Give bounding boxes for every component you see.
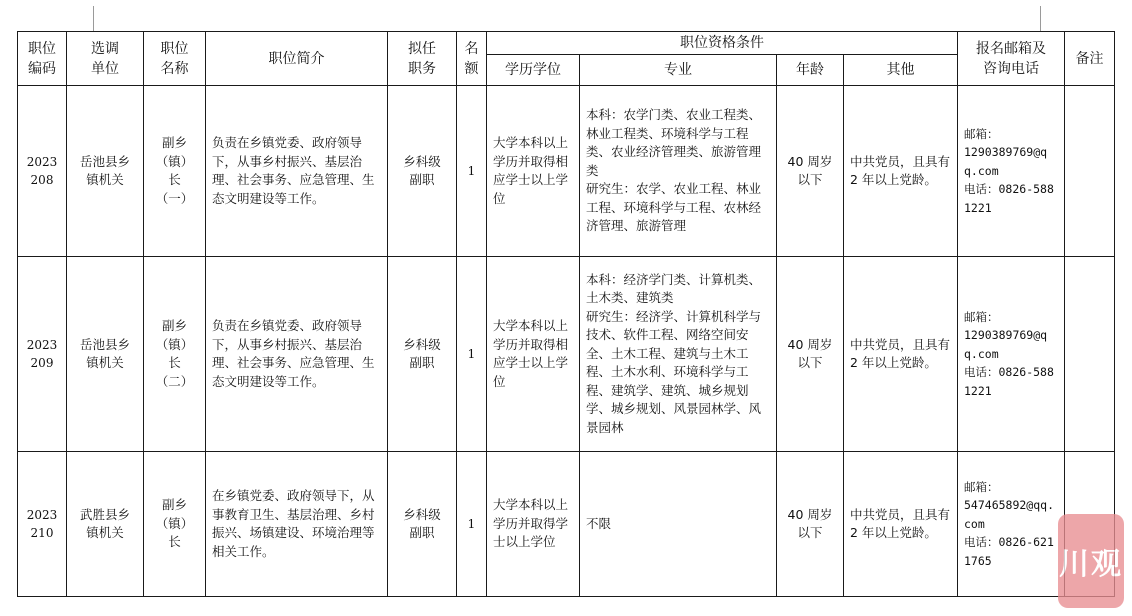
cell-unit: 岳池县乡 镇机关 bbox=[67, 86, 144, 257]
cell-intro: 在乡镇党委、政府领导下，从事教育卫生、基层治理、乡村振兴、场镇建设、环境治理等相关工作。 bbox=[206, 452, 388, 597]
cell-contact: 邮箱： 1290389769@qq.com 电话：0826-5881221 bbox=[958, 86, 1065, 257]
cell-degree: 大学本科以上学历并取得相应学士以上学位 bbox=[487, 257, 580, 452]
header-contact: 报名邮箱及 咨询电话 bbox=[958, 32, 1065, 86]
cell-rank: 乡科级 副职 bbox=[388, 257, 457, 452]
cell-quota: 1 bbox=[457, 86, 487, 257]
cell-intro: 负责在乡镇党委、政府领导下，从事乡村振兴、基层治理、社会事务、应急管理、生态文明建设等工作。 bbox=[206, 257, 388, 452]
cell-major: 不限 bbox=[580, 452, 777, 597]
page-corner-mark bbox=[93, 6, 94, 31]
cell-age: 40 周岁 以下 bbox=[777, 257, 844, 452]
cell-age: 40 周岁 以下 bbox=[777, 86, 844, 257]
cell-other: 中共党员，且具有 2 年以上党龄。 bbox=[844, 452, 958, 597]
cell-major: 本科：农学门类、农业工程类、林业工程类、环境科学与工程类、农业经济管理类、旅游管理类 研究生：农学、农业工程、林业工程、环境科学与工程、农林经济管理、旅游管理 bbox=[580, 86, 777, 257]
cell-degree: 大学本科以上学历并取得相应学士以上学位 bbox=[487, 86, 580, 257]
cell-age: 40 周岁 以下 bbox=[777, 452, 844, 597]
cell-rank: 乡科级 副职 bbox=[388, 86, 457, 257]
cell-degree: 大学本科以上学历并取得学士以上学位 bbox=[487, 452, 580, 597]
header-remark: 备注 bbox=[1065, 32, 1115, 86]
table-row bbox=[18, 86, 1115, 257]
cell-quota: 1 bbox=[457, 257, 487, 452]
header-other: 其他 bbox=[844, 55, 958, 86]
cell-code: 2023 208 bbox=[18, 86, 67, 257]
cell-name: 副乡 （镇） 长 bbox=[144, 452, 206, 597]
header-name: 职位 名称 bbox=[144, 32, 206, 86]
cell-unit: 岳池县乡 镇机关 bbox=[67, 257, 144, 452]
cell-contact: 邮箱： 1290389769@qq.com 电话：0826-5881221 bbox=[958, 257, 1065, 452]
header-code: 职位 编码 bbox=[18, 32, 67, 86]
header-rank: 拟任 职务 bbox=[388, 32, 457, 86]
position-table bbox=[17, 31, 1115, 597]
watermark-text: 川观 bbox=[1059, 547, 1123, 582]
cell-other: 中共党员，且具有 2 年以上党龄。 bbox=[844, 86, 958, 257]
cell-remark bbox=[1065, 86, 1115, 257]
header-quota: 名 额 bbox=[457, 32, 487, 86]
cell-name: 副乡 （镇） 长 （一） bbox=[144, 86, 206, 257]
cell-intro: 负责在乡镇党委、政府领导下，从事乡村振兴、基层治理、社会事务、应急管理、生态文明建设等工作。 bbox=[206, 86, 388, 257]
cell-code: 2023 209 bbox=[18, 257, 67, 452]
cell-quota: 1 bbox=[457, 452, 487, 597]
table-row bbox=[18, 452, 1115, 597]
header-major: 专业 bbox=[580, 55, 777, 86]
header-qualifications: 职位资格条件 bbox=[487, 32, 958, 55]
cell-unit: 武胜县乡 镇机关 bbox=[67, 452, 144, 597]
header-row bbox=[18, 32, 1115, 55]
cell-name: 副乡 （镇） 长 （二） bbox=[144, 257, 206, 452]
header-unit: 选调 单位 bbox=[67, 32, 144, 86]
cell-code: 2023 210 bbox=[18, 452, 67, 597]
watermark-logo bbox=[1058, 514, 1124, 608]
header-intro: 职位简介 bbox=[206, 32, 388, 86]
cell-remark bbox=[1065, 257, 1115, 452]
header-age: 年龄 bbox=[777, 55, 844, 86]
page-corner-mark bbox=[1040, 6, 1041, 31]
header-degree: 学历学位 bbox=[487, 55, 580, 86]
table-row bbox=[18, 257, 1115, 452]
cell-contact: 邮箱： 547465892@qq.com 电话：0826-6211765 bbox=[958, 452, 1065, 597]
cell-other: 中共党员，且具有 2 年以上党龄。 bbox=[844, 257, 958, 452]
cell-rank: 乡科级 副职 bbox=[388, 452, 457, 597]
cell-major: 本科：经济学门类、计算机类、土木类、建筑类 研究生：经济学、计算机科学与技术、软件工程、网络空间安全、土木工程、建筑与土木工程、土木水利、环境科学与工程、建筑学、建筑、城乡规划学、城乡规划、风景园林学、风景园林 bbox=[580, 257, 777, 452]
